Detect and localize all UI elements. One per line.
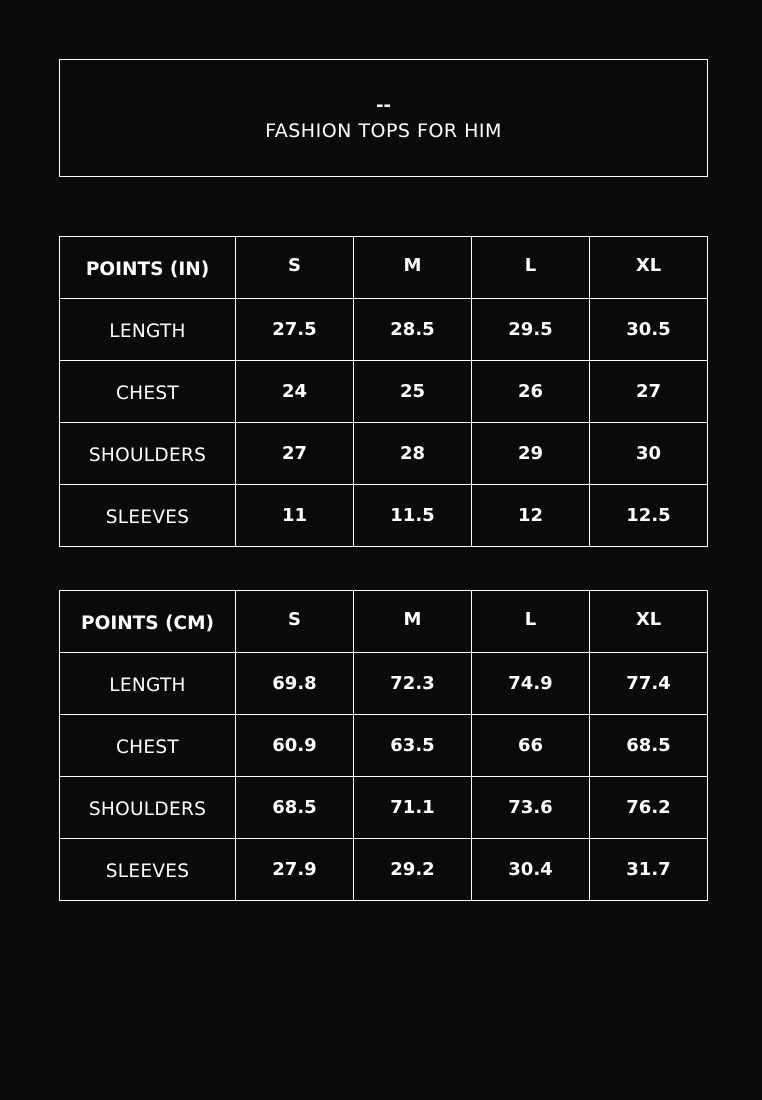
table-cell: 30 <box>590 423 708 485</box>
header-cell-points: POINTS (CM) <box>60 591 236 653</box>
table-cell: 76.2 <box>590 777 708 839</box>
table-row <box>60 485 708 547</box>
row-label-length: LENGTH <box>60 299 236 361</box>
header-cell-points: POINTS (IN) <box>60 237 236 299</box>
table-cell: 74.9 <box>472 653 590 715</box>
table-cell: 30.4 <box>472 839 590 901</box>
table-cell: 24 <box>236 361 354 423</box>
table-cell: 12.5 <box>590 485 708 547</box>
row-label-chest: CHEST <box>60 361 236 423</box>
table-cell: 29.2 <box>354 839 472 901</box>
table-row <box>60 777 708 839</box>
page-title: FASHION TOPS FOR HIM <box>265 120 502 142</box>
table-row <box>60 423 708 485</box>
table-cell: 77.4 <box>590 653 708 715</box>
table-cell: 28.5 <box>354 299 472 361</box>
table-row <box>60 839 708 901</box>
header-cell-l: L <box>472 237 590 299</box>
header-cell-m: M <box>354 237 472 299</box>
table-cell: 72.3 <box>354 653 472 715</box>
row-label-shoulders: SHOULDERS <box>60 777 236 839</box>
header-cell-xl: XL <box>590 591 708 653</box>
header-cell-m: M <box>354 591 472 653</box>
row-label-chest: CHEST <box>60 715 236 777</box>
table-cell: 27 <box>590 361 708 423</box>
table-cell: 68.5 <box>236 777 354 839</box>
table-cell: 30.5 <box>590 299 708 361</box>
table-cell: 27.5 <box>236 299 354 361</box>
table-row <box>60 653 708 715</box>
table-cell: 69.8 <box>236 653 354 715</box>
table-cell: 12 <box>472 485 590 547</box>
table-cell: 60.9 <box>236 715 354 777</box>
table-cell: 26 <box>472 361 590 423</box>
size-table-inches <box>59 236 708 547</box>
header-cell-s: S <box>236 591 354 653</box>
title-dash: -- <box>376 95 391 116</box>
table-cell: 11.5 <box>354 485 472 547</box>
table-cell: 25 <box>354 361 472 423</box>
row-label-sleeves: SLEEVES <box>60 485 236 547</box>
header-cell-s: S <box>236 237 354 299</box>
table-header-row <box>60 237 708 299</box>
table-row <box>60 361 708 423</box>
table-cell: 68.5 <box>590 715 708 777</box>
row-label-shoulders: SHOULDERS <box>60 423 236 485</box>
table-row <box>60 715 708 777</box>
table-cell: 28 <box>354 423 472 485</box>
table-cell: 73.6 <box>472 777 590 839</box>
table-cell: 11 <box>236 485 354 547</box>
table-cell: 31.7 <box>590 839 708 901</box>
header-cell-l: L <box>472 591 590 653</box>
table-cell: 29 <box>472 423 590 485</box>
title-box <box>59 59 708 177</box>
size-table-centimeters <box>59 590 708 901</box>
row-label-length: LENGTH <box>60 653 236 715</box>
table-cell: 63.5 <box>354 715 472 777</box>
row-label-sleeves: SLEEVES <box>60 839 236 901</box>
table-cell: 66 <box>472 715 590 777</box>
table-cell: 29.5 <box>472 299 590 361</box>
table-cell: 27.9 <box>236 839 354 901</box>
table-cell: 71.1 <box>354 777 472 839</box>
table-cell: 27 <box>236 423 354 485</box>
table-header-row <box>60 591 708 653</box>
header-cell-xl: XL <box>590 237 708 299</box>
table-row <box>60 299 708 361</box>
